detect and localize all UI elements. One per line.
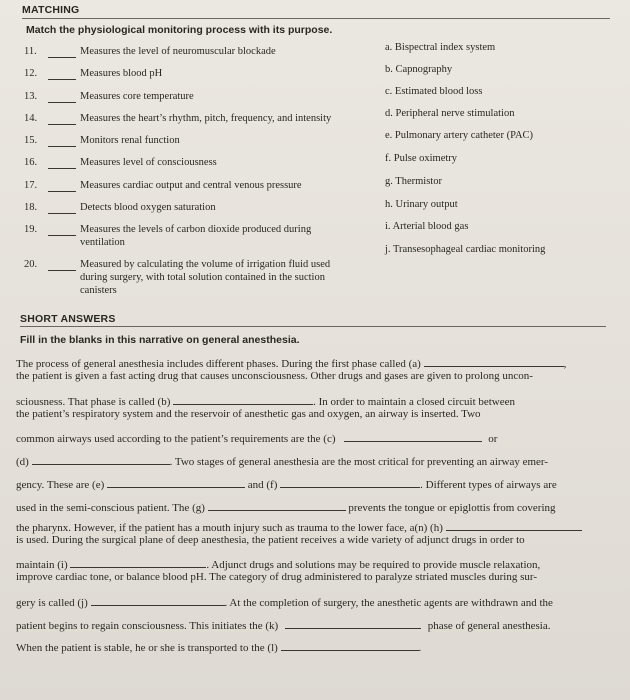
blank-k[interactable]: [285, 618, 421, 629]
answer-blank[interactable]: [48, 181, 76, 192]
narrative-line: The process of general anesthesia includes different phases. During the first phase called (a) ,: [16, 358, 567, 370]
answer-blank[interactable]: [48, 260, 76, 271]
matching-heading: MATCHING: [22, 4, 80, 16]
choice-c: c. Estimated blood loss: [385, 86, 483, 97]
item-text: Measures core temperature: [80, 91, 194, 102]
answer-blank[interactable]: [48, 203, 76, 214]
matching-instruction: Match the physiological monitoring process with its purpose.: [26, 24, 333, 36]
item-text: Monitors renal function: [80, 135, 180, 146]
item-text: Detects blood oxygen saturation: [80, 202, 216, 213]
item-text: Measures cardiac output and central venous pressure: [80, 180, 302, 191]
blank-d[interactable]: [32, 454, 170, 465]
item-number: 14.: [24, 113, 38, 124]
blank-c[interactable]: [344, 431, 482, 442]
choice-j: j. Transesophageal cardiac monitoring: [385, 244, 546, 255]
choice-e: e. Pulmonary artery catheter (PAC): [385, 130, 534, 141]
answer-blank[interactable]: [48, 92, 76, 103]
narrative-line: the pharynx. However, if the patient has a mouth injury such as trauma to the lower face, a(n) (h): [16, 520, 582, 535]
blank-e[interactable]: [107, 477, 245, 488]
blank-i[interactable]: [70, 557, 206, 568]
answer-blank[interactable]: [48, 114, 76, 125]
item-number: 15.: [24, 135, 38, 146]
narrative-line: the patient’s respiratory system and the reservoir of anesthetic gas and oxygen, an airway is inserted. Two: [16, 408, 481, 420]
narrative-line: When the patient is stable, he or she is transported to the (l) .: [16, 642, 422, 654]
blank-j[interactable]: [91, 595, 225, 606]
item-number: 17.: [24, 180, 38, 191]
matching-rule: [22, 18, 610, 19]
narrative-line: used in the semi-conscious patient. The (g) prevents the tongue or epiglottis from covering: [16, 502, 556, 514]
choice-h: h. Urinary output: [385, 199, 458, 210]
answer-blank[interactable]: [48, 47, 76, 58]
blank-b[interactable]: [173, 394, 313, 405]
blank-g[interactable]: [208, 500, 346, 511]
item-number: 20.: [24, 259, 38, 270]
item-text: Measures the levels of carbon dioxide produced during: [80, 224, 312, 235]
item-number: 18.: [24, 202, 38, 213]
item-text-cont: canisters: [80, 285, 117, 296]
short-answers-rule: [20, 326, 606, 327]
item-number: 11.: [24, 46, 37, 57]
blank-f[interactable]: [280, 477, 420, 488]
narrative-line: (d) . Two stages of general anesthesia are the most critical for preventing an airway emer-: [16, 456, 549, 468]
choice-g: g. Thermistor: [385, 176, 442, 187]
item-text: Measures blood pH: [80, 68, 163, 79]
narrative-line: gency. These are (e) and (f) . Different types of airways are: [16, 479, 557, 491]
narrative-line: common airways used according to the patient’s requirements are the (c) or: [16, 433, 498, 445]
item-number: 16.: [24, 157, 38, 168]
item-number: 13.: [24, 91, 38, 102]
narrative-line: gery is called (j) . At the completion of surgery, the anesthetic agents are withdrawn and the: [16, 597, 553, 609]
answer-blank[interactable]: [48, 69, 76, 80]
choice-b: b. Capnography: [385, 64, 453, 75]
narrative-line: is used. During the surgical plane of deep anesthesia, the patient receives a wide variety of adjunct drugs in order to: [16, 534, 525, 546]
narrative-line: maintain (i) . Adjunct drugs and solutions may be required to provide muscle relaxation,: [16, 559, 541, 571]
item-text-cont: during surgery, with total solution contained in the suction: [80, 272, 325, 283]
short-answers-instruction: Fill in the blanks in this narrative on general anesthesia.: [20, 334, 300, 346]
narrative-line: sciousness. That phase is called (b) . In order to maintain a closed circuit between: [16, 396, 516, 408]
short-answers-heading: SHORT ANSWERS: [20, 313, 116, 325]
item-number: 19.: [24, 224, 38, 235]
item-number: 12.: [24, 68, 38, 79]
choice-i: i. Arterial blood gas: [385, 221, 469, 232]
answer-blank[interactable]: [48, 136, 76, 147]
item-text: Measures level of consciousness: [80, 157, 217, 168]
choice-f: f. Pulse oximetry: [385, 153, 458, 164]
item-text: Measures the heart’s rhythm, pitch, frequency, and intensity: [80, 113, 332, 124]
choice-a: a. Bispectral index system: [385, 42, 496, 53]
narrative-line: improve cardiac tone, or balance blood pH. The category of drug administered to paralyze striated muscles during sur-: [16, 571, 537, 583]
narrative-line: patient begins to regain consciousness. This initiates the (k) phase of general anesthesia.: [16, 620, 551, 632]
choice-d: d. Peripheral nerve stimulation: [385, 108, 515, 119]
narrative-line: the patient is given a fast acting drug that causes unconsciousness. Other drugs and gases are given to prolong uncon-: [16, 370, 533, 382]
answer-blank[interactable]: [48, 158, 76, 169]
item-text: Measures the level of neuromuscular blockade: [80, 46, 276, 57]
answer-blank[interactable]: [48, 225, 76, 236]
blank-h[interactable]: [446, 520, 582, 531]
item-text-cont: ventilation: [80, 237, 125, 248]
item-text: Measured by calculating the volume of irrigation fluid used: [80, 259, 331, 270]
blank-l[interactable]: [281, 640, 419, 651]
blank-a[interactable]: [424, 356, 564, 367]
